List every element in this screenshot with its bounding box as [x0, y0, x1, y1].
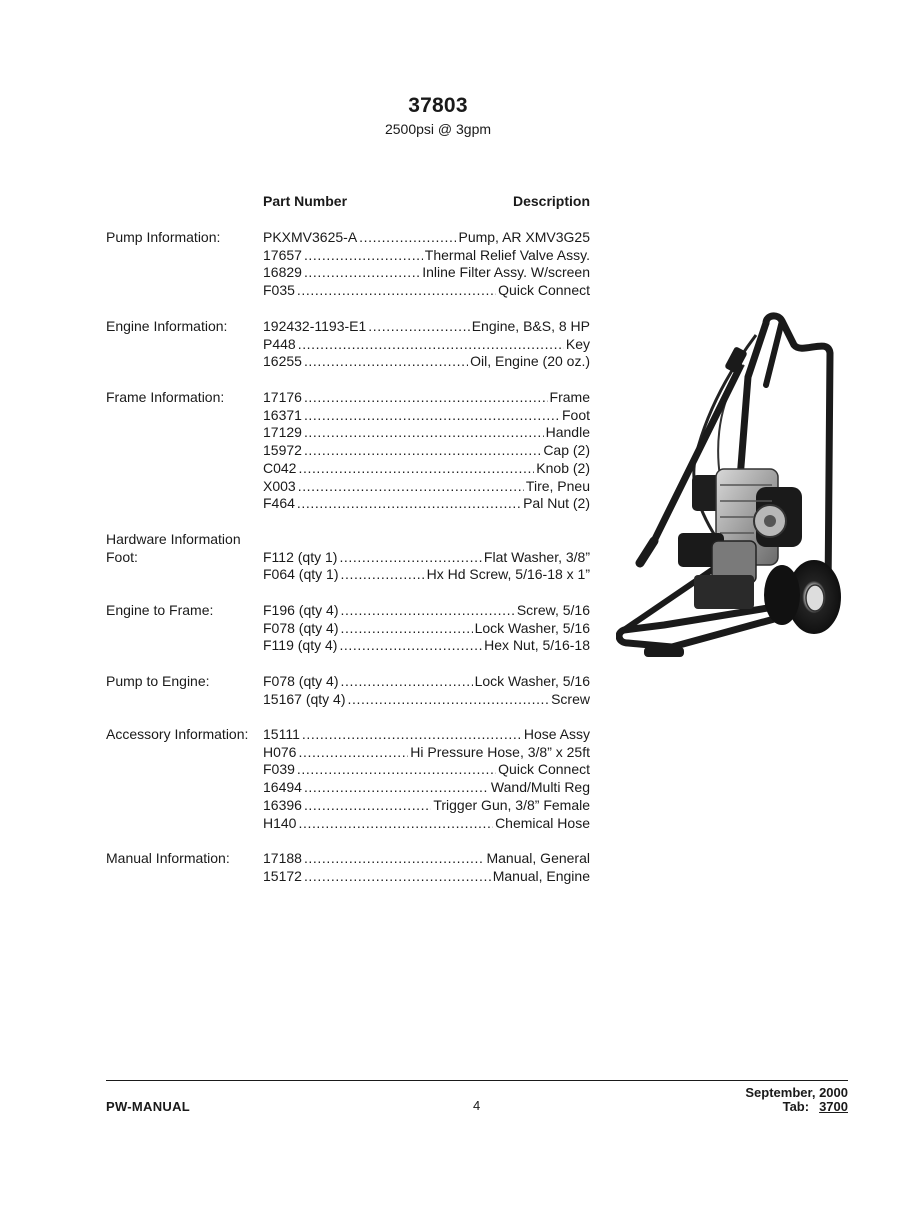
part-number: F464 [263, 495, 295, 512]
leader-dots [297, 282, 496, 298]
leader-dots [304, 868, 491, 884]
parts-row [263, 247, 590, 265]
leader-dots [340, 620, 472, 636]
part-number: 16494 [263, 779, 302, 796]
part-description: Thermal Relief Valve Assy. [424, 246, 590, 263]
leader-dots [302, 726, 522, 742]
parts-row [263, 549, 590, 567]
parts-row [263, 460, 590, 478]
part-number: H076 [263, 743, 297, 760]
parts-row [263, 726, 590, 744]
leader-dots [340, 602, 514, 618]
parts-row [263, 442, 590, 460]
footer-divider [106, 1080, 848, 1081]
part-description: Trigger Gun, 3/8” Female [433, 796, 590, 813]
part-number: C042 [263, 459, 297, 476]
part-number: 17176 [263, 389, 302, 405]
leader-dots [304, 797, 431, 813]
part-number: 16255 [263, 353, 302, 370]
part-number-column-header: Part Number [263, 193, 348, 209]
parts-row [263, 620, 590, 638]
leader-dots [298, 460, 534, 476]
part-number: F119 (qty 4) [263, 637, 338, 654]
part-number: F112 (qty 1) [263, 548, 338, 565]
parts-row [263, 229, 590, 247]
parts-row [263, 779, 590, 797]
parts-row [263, 407, 590, 425]
parts-row [263, 815, 590, 833]
parts-row [263, 566, 590, 584]
part-description: Handle [545, 424, 590, 441]
part-description: Quick Connect [498, 282, 590, 299]
publication-date: September, 2000 [745, 1085, 848, 1100]
parts-row [263, 336, 590, 354]
section-sublabel: Foot: [106, 548, 138, 565]
part-description: Tire, Pneu [525, 477, 590, 494]
parts-row [263, 868, 590, 886]
parts-row [263, 495, 590, 513]
leader-dots [368, 318, 469, 334]
leader-dots [340, 566, 424, 582]
leader-dots [304, 407, 560, 423]
section-label: Pump Information: [106, 229, 221, 245]
leader-dots [348, 691, 550, 707]
part-description: Hx Hd Screw, 5/16-18 x 1” [426, 566, 590, 583]
part-description: Pal Nut (2) [523, 495, 590, 512]
leader-dots [304, 353, 468, 369]
tab-label: Tab: [782, 1099, 810, 1114]
parts-row [263, 761, 590, 779]
part-description: Wand/Multi Reg [490, 779, 590, 796]
part-number: P448 [263, 335, 296, 352]
section-label: Engine Information: [106, 318, 228, 334]
part-number: X003 [263, 477, 296, 494]
part-description: Frame [549, 389, 590, 405]
parts-row [263, 264, 590, 282]
leader-dots [297, 495, 521, 511]
leader-dots [298, 815, 493, 831]
section-label: Accessory Information: [106, 726, 249, 742]
section-label: Engine to Frame: [106, 602, 214, 618]
part-description: Chemical Hose [495, 814, 590, 831]
leader-dots [304, 247, 423, 263]
part-number: 16829 [263, 264, 302, 281]
part-number: 16396 [263, 796, 302, 813]
model-rating-subtitle: 2500psi @ 3gpm [384, 121, 492, 137]
parts-row [263, 478, 590, 496]
section-label: Manual Information: [106, 850, 230, 866]
leader-dots [304, 389, 548, 405]
part-description: Oil, Engine (20 oz.) [470, 353, 590, 370]
part-description: Screw [551, 690, 590, 707]
part-number: F196 (qty 4) [263, 602, 339, 618]
leader-dots [304, 850, 485, 866]
leader-dots [304, 264, 420, 280]
part-description: Pump, AR XMV3G25 [458, 229, 590, 245]
part-number: 15972 [263, 442, 302, 459]
part-description: Manual, General [486, 850, 590, 866]
section-label: Frame Information: [106, 389, 225, 405]
leader-dots [359, 229, 456, 245]
part-number: PKXMV3625-A [263, 229, 358, 245]
parts-row [263, 797, 590, 815]
section-label: Pump to Engine: [106, 673, 210, 689]
leader-dots [339, 549, 481, 565]
tab-value: 3700 [819, 1099, 848, 1114]
parts-row [263, 282, 590, 300]
part-number: 16371 [263, 406, 302, 423]
parts-row [263, 424, 590, 442]
part-number: F039 [263, 761, 295, 778]
part-number: H140 [263, 814, 297, 831]
part-number: 17129 [263, 424, 302, 441]
part-number: 17188 [263, 850, 302, 866]
part-number: F035 [263, 282, 295, 299]
part-description: Quick Connect [498, 761, 590, 778]
part-description: Key [565, 335, 590, 352]
part-description: Lock Washer, 5/16 [474, 673, 590, 689]
leader-dots [298, 744, 408, 760]
parts-row [263, 673, 590, 691]
leader-dots [298, 478, 524, 494]
leader-dots [298, 336, 564, 352]
part-number: 17657 [263, 246, 302, 263]
part-number: 15111 [263, 726, 300, 742]
description-column-header: Description [512, 193, 590, 209]
parts-row [263, 744, 590, 762]
tab-reference [783, 1099, 848, 1114]
part-description: Inline Filter Assy. W/screen [422, 264, 590, 281]
part-description: Hi Pressure Hose, 3/8” x 25ft [410, 743, 590, 760]
parts-row [263, 389, 590, 407]
parts-row [263, 637, 590, 655]
parts-row [263, 602, 590, 620]
part-number: F078 (qty 4) [263, 673, 339, 689]
leader-dots [340, 673, 472, 689]
pressure-washer-image [616, 305, 848, 670]
part-number: F078 (qty 4) [263, 619, 339, 636]
part-description: Screw, 5/16 [516, 602, 590, 618]
part-description: Hex Nut, 5/16-18 [484, 637, 590, 654]
part-description: Manual, Engine [492, 867, 590, 884]
leader-dots [339, 637, 482, 653]
part-number: 192432-1193-E1 [263, 318, 367, 334]
part-description: Hose Assy [523, 726, 590, 742]
page-number: 4 [473, 1098, 481, 1113]
leader-dots [304, 424, 544, 440]
manual-name: PW-MANUAL [106, 1099, 191, 1114]
parts-row [263, 850, 590, 868]
parts-row [263, 318, 590, 336]
leader-dots [297, 761, 496, 777]
part-number: 15167 (qty 4) [263, 690, 346, 707]
model-number-title: 37803 [408, 94, 468, 117]
part-description: Foot [561, 406, 590, 423]
part-description: Knob (2) [536, 459, 590, 476]
part-description: Lock Washer, 5/16 [474, 619, 590, 636]
parts-row [263, 691, 590, 709]
part-description: Engine, B&S, 8 HP [471, 318, 590, 334]
leader-dots [304, 442, 541, 458]
part-description: Cap (2) [543, 442, 590, 459]
part-description: Flat Washer, 3/8” [483, 548, 590, 565]
part-number: F064 (qty 1) [263, 566, 339, 583]
parts-row [263, 353, 590, 371]
part-number: 15172 [263, 867, 302, 884]
leader-dots [304, 779, 489, 795]
section-label: Hardware Information [106, 531, 241, 547]
